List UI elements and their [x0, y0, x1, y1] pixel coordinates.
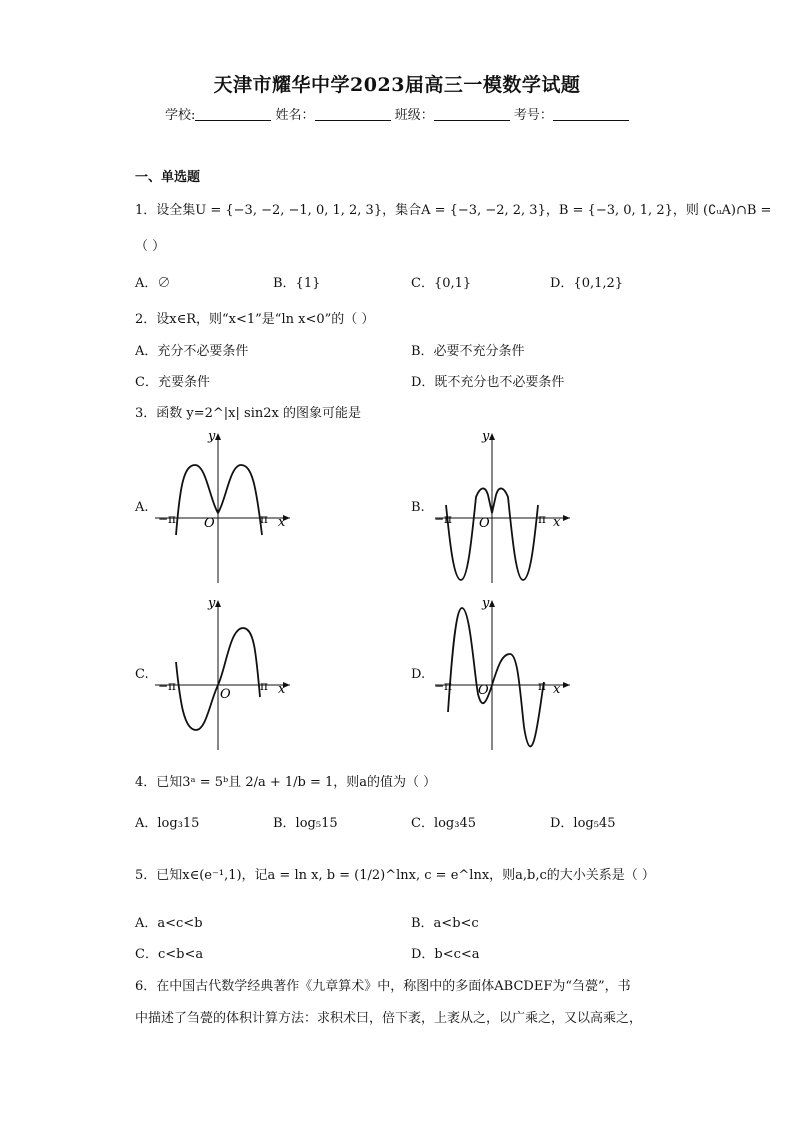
- graph-a-y-arrow: [215, 433, 221, 440]
- q1-option-a: A．∅: [135, 276, 171, 291]
- q3-option-c-label: C.: [135, 667, 149, 682]
- graph-b-pi: π: [538, 512, 546, 526]
- graph-d-y-arrow: [489, 600, 495, 607]
- name-blank: [315, 107, 391, 121]
- graph-c-x-label: x: [278, 682, 286, 697]
- graph-a-neg-pi: −π: [158, 512, 176, 526]
- graph-a-curve: [176, 465, 262, 535]
- graph-c-origin: O: [220, 687, 231, 702]
- q1-option-b: B．{1}: [273, 276, 321, 291]
- school-label: 学校:: [165, 108, 196, 123]
- graph-c-pi: π: [260, 679, 268, 693]
- q4-option-c: C．log₃45: [411, 816, 477, 831]
- graph-c-neg-pi: −π: [158, 679, 176, 693]
- graph-d: [430, 592, 580, 757]
- graph-d-curve: [448, 608, 544, 746]
- graph-a-x-label: x: [278, 515, 286, 530]
- graph-a-pi: π: [260, 512, 268, 526]
- graph-d-pi: π: [538, 679, 546, 693]
- q5-option-c: C．c<b<a: [135, 947, 204, 962]
- graph-a: [150, 425, 300, 590]
- graph-c: [150, 592, 300, 757]
- class-blank: [434, 107, 510, 121]
- section-heading: 一、单选题: [135, 170, 201, 185]
- q2-option-d: D．既不充分也不必要条件: [411, 375, 565, 390]
- graph-a-y-label: y: [208, 429, 216, 444]
- graph-b-y-arrow: [489, 433, 495, 440]
- graph-d-neg-pi: −π: [434, 679, 452, 693]
- school-blank: [195, 107, 271, 121]
- graph-b-x-arrow: [563, 515, 570, 521]
- q4-option-d: D．log₅45: [550, 816, 616, 831]
- name-label: 姓名：: [275, 108, 315, 123]
- graph-c-y-arrow: [215, 600, 221, 607]
- graph-d-y-label: y: [482, 596, 490, 611]
- graph-d-origin: O: [478, 683, 489, 698]
- graph-d-x-label: x: [553, 682, 561, 697]
- graph-c-y-label: y: [208, 596, 216, 611]
- q3-option-a-label: A.: [135, 500, 149, 515]
- q2-stem: 2．设x∈R，则“x<1”是“ln x<0”的（ ）: [135, 312, 375, 327]
- q6-line-2: 中描述了刍甍的体积计算方法：求积术曰，倍下袤，上袤从之，以广乘之，又以高乘之，: [135, 1011, 643, 1026]
- q4-stem: 4．已知3ᵃ = 5ᵇ且 2/a + 1/b = 1，则a的值为（ ）: [135, 775, 437, 790]
- graph-b-x-label: x: [553, 515, 561, 530]
- number-label: 考号：: [513, 108, 553, 123]
- graph-a-origin: O: [204, 516, 215, 531]
- q5-option-d: D．b<c<a: [411, 947, 480, 962]
- page-title: 天津市耀华中学2023届高三一模数学试题: [213, 74, 581, 96]
- q2-option-a: A．充分不必要条件: [135, 344, 249, 359]
- graph-d-x-arrow: [563, 682, 570, 688]
- student-info: [165, 104, 629, 123]
- q5-stem: 5．已知x∈(e⁻¹,1)，记a = ln x, b = (1/2)^lnx, c = e^lnx，则a,b,c的大小关系是（ ）: [135, 868, 655, 883]
- graph-b-y-label: y: [482, 429, 490, 444]
- q4-option-a: A．log₃15: [135, 816, 200, 831]
- graph-b: [430, 425, 580, 590]
- number-blank: [553, 107, 629, 121]
- q1-paren: （ ）: [135, 239, 166, 254]
- q1-option-c: C．{0,1}: [411, 276, 472, 291]
- graph-b-neg-pi: −π: [434, 512, 452, 526]
- q3-stem: 3．函数 y=2^|x| sin2x 的图象可能是: [135, 406, 361, 421]
- q5-option-b: B．a<b<c: [411, 916, 479, 931]
- q6-line-1: 6．在中国古代数学经典著作《九章算术》中，称图中的多面体ABCDEF为“刍甍”，书: [135, 979, 631, 994]
- q5-option-a: A．a<c<b: [135, 916, 203, 931]
- q2-option-c: C．充要条件: [135, 375, 210, 390]
- graph-b-origin: O: [479, 516, 490, 531]
- q3-option-d-label: D.: [411, 667, 426, 682]
- class-label: 班级：: [394, 108, 434, 123]
- q1-stem: 1．设全集U = {−3, −2, −1, 0, 1, 2, 3}，集合A = {−3, −2, 2, 3}，B = {−3, 0, 1, 2}，则 (∁ᵤA)∩B =: [135, 203, 772, 218]
- q3-option-b-label: B.: [411, 500, 425, 515]
- q1-option-d: D．{0,1,2}: [550, 276, 624, 291]
- q4-option-b: B．log₅15: [273, 816, 338, 831]
- q2-option-b: B．必要不充分条件: [411, 344, 525, 359]
